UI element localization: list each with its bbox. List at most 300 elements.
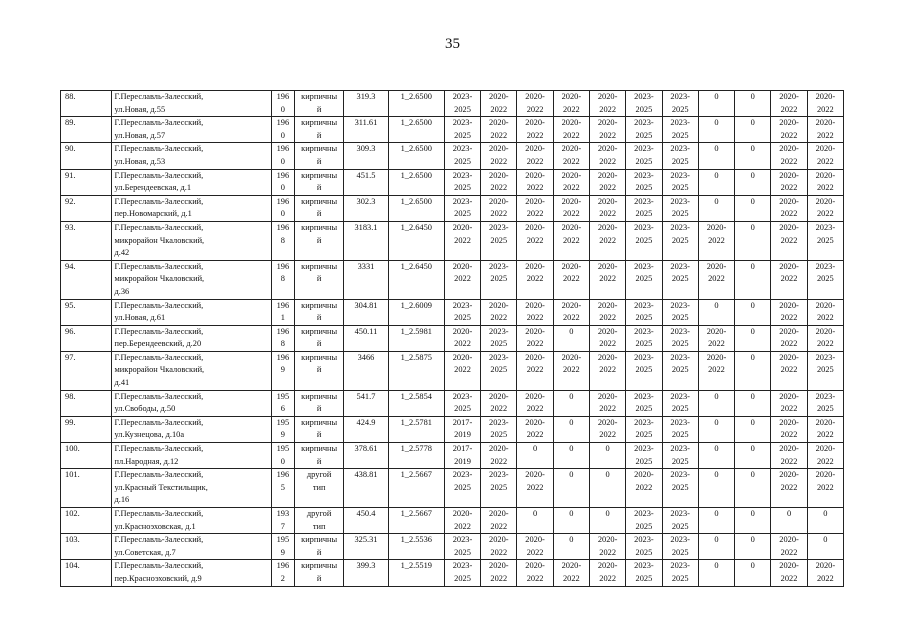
- work-period-cell: 0: [553, 469, 589, 508]
- work-period-cell: 0: [807, 534, 843, 560]
- work-period-cell: 0: [553, 534, 589, 560]
- work-period-cell: 2023- 2025: [662, 117, 698, 143]
- table-row: [61, 195, 844, 221]
- work-period-cell: 2023- 2025: [481, 221, 517, 260]
- address-cell: Г.Переславль-Залесский, микрорайон Чкаловский, д.42: [112, 221, 271, 260]
- work-period-cell: 2023- 2025: [807, 390, 843, 416]
- work-period-cell: 2020- 2022: [481, 91, 517, 117]
- code-cell: 1_2.6500: [388, 91, 444, 117]
- year-cell: 196 0: [271, 143, 294, 169]
- table-row: [61, 325, 844, 351]
- work-period-cell: 2020- 2022: [771, 260, 807, 299]
- work-period-cell: 2020- 2022: [553, 195, 589, 221]
- year-cell: 196 5: [271, 469, 294, 508]
- work-period-cell: 0: [698, 443, 734, 469]
- address-cell: Г.Переславль-Залесский, ул.Красноэховская, д.1: [112, 508, 271, 534]
- row-number-cell: 88.: [61, 91, 112, 117]
- work-period-cell: 2023- 2025: [626, 508, 662, 534]
- work-period-cell: 0: [735, 351, 771, 390]
- code-cell: 1_2.6500: [388, 143, 444, 169]
- work-period-cell: 0: [735, 117, 771, 143]
- address-cell: Г.Переславль-Залесский, ул.Новая, д.57: [112, 117, 271, 143]
- work-period-cell: 2020- 2022: [517, 299, 553, 325]
- work-period-cell: 2023- 2025: [662, 325, 698, 351]
- work-period-cell: 0: [735, 195, 771, 221]
- material-cell: кирпичны й: [295, 91, 344, 117]
- work-period-cell: 2023- 2025: [662, 469, 698, 508]
- work-period-cell: 0: [735, 469, 771, 508]
- table-row: [61, 299, 844, 325]
- work-period-cell: 0: [735, 91, 771, 117]
- area-cell: 325.31: [344, 534, 388, 560]
- work-period-cell: 2023- 2025: [662, 390, 698, 416]
- address-cell: Г.Переславль-Залесский, ул.Кузнецова, д.10а: [112, 416, 271, 442]
- address-cell: Г.Переславль-Залесский, пл.Народная, д.12: [112, 443, 271, 469]
- row-number-cell: 98.: [61, 390, 112, 416]
- work-period-cell: 2017- 2019: [444, 416, 480, 442]
- work-period-cell: 2020- 2022: [807, 416, 843, 442]
- row-number-cell: 93.: [61, 221, 112, 260]
- work-period-cell: 2020- 2022: [589, 117, 625, 143]
- work-period-cell: 2023- 2025: [626, 117, 662, 143]
- work-period-cell: 2023- 2025: [662, 534, 698, 560]
- work-period-cell: 0: [735, 169, 771, 195]
- year-cell: 196 8: [271, 221, 294, 260]
- year-cell: 196 2: [271, 560, 294, 586]
- code-cell: 1_2.6450: [388, 221, 444, 260]
- material-cell: кирпичны й: [295, 560, 344, 586]
- work-period-cell: 2020- 2022: [771, 390, 807, 416]
- material-cell: кирпичны й: [295, 325, 344, 351]
- work-period-cell: 2020- 2022: [517, 117, 553, 143]
- work-period-cell: 2020- 2022: [589, 416, 625, 442]
- work-period-cell: 2023- 2025: [481, 351, 517, 390]
- area-cell: 541.7: [344, 390, 388, 416]
- material-cell: кирпичны й: [295, 299, 344, 325]
- work-period-cell: 2020- 2022: [807, 143, 843, 169]
- address-cell: Г.Переславль-Залесский, пер.Берендеевский, д.20: [112, 325, 271, 351]
- table-row: [61, 469, 844, 508]
- area-cell: 3466: [344, 351, 388, 390]
- work-period-cell: 2023- 2025: [807, 221, 843, 260]
- material-cell: кирпичны й: [295, 117, 344, 143]
- work-period-cell: 2020- 2022: [481, 143, 517, 169]
- year-cell: 195 6: [271, 390, 294, 416]
- work-period-cell: 2023- 2025: [444, 143, 480, 169]
- work-period-cell: 2023- 2025: [662, 299, 698, 325]
- row-number-cell: 89.: [61, 117, 112, 143]
- code-cell: 1_2.5981: [388, 325, 444, 351]
- work-period-cell: 2020- 2022: [589, 221, 625, 260]
- row-number-cell: 99.: [61, 416, 112, 442]
- work-period-cell: 0: [517, 443, 553, 469]
- work-period-cell: 2020- 2022: [807, 469, 843, 508]
- work-period-cell: 0: [553, 416, 589, 442]
- work-period-cell: 2020- 2022: [807, 443, 843, 469]
- work-period-cell: 2020- 2022: [517, 260, 553, 299]
- work-period-cell: 0: [735, 325, 771, 351]
- work-period-cell: 2020- 2022: [481, 117, 517, 143]
- work-period-cell: 2020- 2022: [807, 117, 843, 143]
- work-period-cell: 2020- 2022: [771, 351, 807, 390]
- work-period-cell: 2023- 2025: [626, 390, 662, 416]
- row-number-cell: 94.: [61, 260, 112, 299]
- work-period-cell: 2020- 2022: [481, 390, 517, 416]
- work-period-cell: 2020- 2022: [517, 143, 553, 169]
- row-number-cell: 104.: [61, 560, 112, 586]
- code-cell: 1_2.6500: [388, 169, 444, 195]
- work-period-cell: 2020- 2022: [771, 560, 807, 586]
- work-period-cell: 2020- 2022: [553, 351, 589, 390]
- table-row: [61, 560, 844, 586]
- material-cell: кирпичны й: [295, 351, 344, 390]
- row-number-cell: 96.: [61, 325, 112, 351]
- work-period-cell: 2020- 2022: [626, 469, 662, 508]
- work-period-cell: 2020- 2022: [517, 534, 553, 560]
- work-period-cell: 2020- 2022: [444, 260, 480, 299]
- year-cell: 195 9: [271, 534, 294, 560]
- year-cell: 196 0: [271, 117, 294, 143]
- table-row: [61, 221, 844, 260]
- work-period-cell: 2023- 2025: [626, 325, 662, 351]
- table-row: [61, 143, 844, 169]
- address-cell: Г.Переславль-Залесский, микрорайон Чкаловский, д.36: [112, 260, 271, 299]
- work-period-cell: 2023- 2025: [807, 260, 843, 299]
- work-period-cell: 0: [698, 143, 734, 169]
- area-cell: 3331: [344, 260, 388, 299]
- work-period-cell: 2020- 2022: [553, 560, 589, 586]
- work-period-cell: 2020- 2022: [444, 221, 480, 260]
- work-period-cell: 2023- 2025: [626, 169, 662, 195]
- work-period-cell: 2020- 2022: [807, 299, 843, 325]
- work-period-cell: 2020- 2022: [444, 508, 480, 534]
- address-cell: Г.Переславль-Залесский, пер.Красноэховский, д.9: [112, 560, 271, 586]
- work-period-cell: 2023- 2025: [807, 351, 843, 390]
- work-period-cell: 2023- 2025: [444, 299, 480, 325]
- material-cell: кирпичны й: [295, 221, 344, 260]
- code-cell: 1_2.6500: [388, 195, 444, 221]
- work-period-cell: 0: [698, 534, 734, 560]
- work-period-cell: 2020- 2022: [771, 221, 807, 260]
- material-cell: кирпичны й: [295, 195, 344, 221]
- table-row: [61, 91, 844, 117]
- work-period-cell: 0: [698, 416, 734, 442]
- work-period-cell: 2023- 2025: [444, 91, 480, 117]
- work-period-cell: 2020- 2022: [807, 560, 843, 586]
- code-cell: 1_2.5781: [388, 416, 444, 442]
- material-cell: кирпичны й: [295, 416, 344, 442]
- work-period-cell: 2020- 2022: [517, 351, 553, 390]
- work-period-cell: 2020- 2022: [481, 195, 517, 221]
- table-row: [61, 169, 844, 195]
- code-cell: 1_2.5778: [388, 443, 444, 469]
- work-period-cell: 2020- 2022: [481, 299, 517, 325]
- work-period-cell: 2020- 2022: [517, 91, 553, 117]
- year-cell: 196 0: [271, 91, 294, 117]
- work-period-cell: 0: [698, 195, 734, 221]
- material-cell: кирпичны й: [295, 443, 344, 469]
- row-number-cell: 101.: [61, 469, 112, 508]
- area-cell: 304.81: [344, 299, 388, 325]
- work-period-cell: 0: [698, 299, 734, 325]
- work-period-cell: 2020- 2022: [698, 260, 734, 299]
- work-period-cell: 2023- 2025: [481, 325, 517, 351]
- material-cell: кирпичны й: [295, 534, 344, 560]
- work-period-cell: 2020- 2022: [517, 325, 553, 351]
- work-period-cell: 2020- 2022: [698, 325, 734, 351]
- year-cell: 196 9: [271, 351, 294, 390]
- address-cell: Г.Переславль-Залесский, ул.Советская, д.7: [112, 534, 271, 560]
- work-period-cell: 2020- 2022: [553, 221, 589, 260]
- work-period-cell: 0: [589, 443, 625, 469]
- work-period-cell: 2023- 2025: [662, 416, 698, 442]
- work-period-cell: 2020- 2022: [589, 390, 625, 416]
- code-cell: 1_2.6009: [388, 299, 444, 325]
- work-period-cell: 0: [771, 508, 807, 534]
- housing-repair-table: [60, 90, 844, 587]
- work-period-cell: 2020- 2022: [481, 443, 517, 469]
- area-cell: 424.9: [344, 416, 388, 442]
- work-period-cell: 2023- 2025: [662, 560, 698, 586]
- year-cell: 196 8: [271, 260, 294, 299]
- area-cell: 399.3: [344, 560, 388, 586]
- work-period-cell: 2023- 2025: [626, 91, 662, 117]
- work-period-cell: 2023- 2025: [662, 508, 698, 534]
- address-cell: Г.Переславль-Залесский, ул.Новая, д.53: [112, 143, 271, 169]
- work-period-cell: 2020- 2022: [553, 260, 589, 299]
- work-period-cell: 2023- 2025: [626, 299, 662, 325]
- material-cell: кирпичны й: [295, 169, 344, 195]
- work-period-cell: 0: [698, 560, 734, 586]
- work-period-cell: 2023- 2025: [626, 534, 662, 560]
- work-period-cell: 0: [698, 469, 734, 508]
- work-period-cell: 0: [698, 390, 734, 416]
- work-period-cell: 0: [553, 508, 589, 534]
- area-cell: 451.5: [344, 169, 388, 195]
- area-cell: 319.3: [344, 91, 388, 117]
- area-cell: 302.3: [344, 195, 388, 221]
- work-period-cell: 2020- 2022: [517, 390, 553, 416]
- table-row: [61, 443, 844, 469]
- table-row: [61, 117, 844, 143]
- area-cell: 311.61: [344, 117, 388, 143]
- year-cell: 193 7: [271, 508, 294, 534]
- work-period-cell: 2023- 2025: [626, 221, 662, 260]
- work-period-cell: 0: [589, 508, 625, 534]
- work-period-cell: 2023- 2025: [662, 143, 698, 169]
- page-number: 35: [445, 36, 460, 52]
- work-period-cell: 0: [807, 508, 843, 534]
- work-period-cell: 2020- 2022: [589, 169, 625, 195]
- work-period-cell: 2020- 2022: [553, 169, 589, 195]
- work-period-cell: 0: [698, 117, 734, 143]
- code-cell: 1_2.5519: [388, 560, 444, 586]
- work-period-cell: 2020- 2022: [517, 195, 553, 221]
- work-period-cell: 0: [735, 508, 771, 534]
- area-cell: 309.3: [344, 143, 388, 169]
- work-period-cell: 2020- 2022: [807, 325, 843, 351]
- work-period-cell: 0: [553, 390, 589, 416]
- code-cell: 1_2.5667: [388, 508, 444, 534]
- work-period-cell: 2020- 2022: [807, 169, 843, 195]
- work-period-cell: 2023- 2025: [662, 195, 698, 221]
- work-period-cell: 2020- 2022: [553, 299, 589, 325]
- work-period-cell: 2020- 2022: [517, 221, 553, 260]
- work-period-cell: 2023- 2025: [626, 143, 662, 169]
- work-period-cell: 2023- 2025: [662, 221, 698, 260]
- work-period-cell: 2023- 2025: [662, 169, 698, 195]
- work-period-cell: 2020- 2022: [698, 351, 734, 390]
- work-period-cell: 2023- 2025: [481, 416, 517, 442]
- work-period-cell: 2020- 2022: [481, 560, 517, 586]
- work-period-cell: 0: [735, 221, 771, 260]
- address-cell: Г.Переславль-Залесский, ул.Новая, д.61: [112, 299, 271, 325]
- work-period-cell: 2020- 2022: [517, 169, 553, 195]
- work-period-cell: 2020- 2022: [771, 91, 807, 117]
- year-cell: 195 9: [271, 416, 294, 442]
- work-period-cell: 0: [553, 443, 589, 469]
- address-cell: Г.Переславль-Залесский, ул.Красный Текстильщик, д.16: [112, 469, 271, 508]
- row-number-cell: 100.: [61, 443, 112, 469]
- row-number-cell: 95.: [61, 299, 112, 325]
- work-period-cell: 2023- 2025: [444, 534, 480, 560]
- work-period-cell: 2020- 2022: [589, 143, 625, 169]
- work-period-cell: 0: [735, 443, 771, 469]
- work-period-cell: 2023- 2025: [481, 260, 517, 299]
- material-cell: кирпичны й: [295, 260, 344, 299]
- row-number-cell: 102.: [61, 508, 112, 534]
- area-cell: 3183.1: [344, 221, 388, 260]
- work-period-cell: 0: [735, 416, 771, 442]
- work-period-cell: 2023- 2025: [481, 469, 517, 508]
- work-period-cell: 0: [553, 325, 589, 351]
- area-cell: 438.81: [344, 469, 388, 508]
- area-cell: 450.11: [344, 325, 388, 351]
- work-period-cell: 2020- 2022: [589, 195, 625, 221]
- work-period-cell: 2020- 2022: [771, 299, 807, 325]
- year-cell: 196 0: [271, 169, 294, 195]
- code-cell: 1_2.6500: [388, 117, 444, 143]
- code-cell: 1_2.5875: [388, 351, 444, 390]
- work-period-cell: 0: [589, 469, 625, 508]
- row-number-cell: 90.: [61, 143, 112, 169]
- work-period-cell: 0: [735, 560, 771, 586]
- work-period-cell: 0: [735, 390, 771, 416]
- code-cell: 1_2.5667: [388, 469, 444, 508]
- work-period-cell: 2020- 2022: [589, 325, 625, 351]
- work-period-cell: 2020- 2022: [589, 560, 625, 586]
- work-period-cell: 2020- 2022: [589, 534, 625, 560]
- work-period-cell: 2020- 2022: [771, 325, 807, 351]
- work-period-cell: 2020- 2022: [698, 221, 734, 260]
- code-cell: 1_2.6450: [388, 260, 444, 299]
- work-period-cell: 2020- 2022: [771, 469, 807, 508]
- work-period-cell: 2023- 2025: [444, 169, 480, 195]
- work-period-cell: 2023- 2025: [444, 195, 480, 221]
- table-row: [61, 508, 844, 534]
- work-period-cell: 2020- 2022: [771, 117, 807, 143]
- table-body: [61, 91, 844, 587]
- work-period-cell: 0: [698, 91, 734, 117]
- work-period-cell: 2020- 2022: [771, 416, 807, 442]
- work-period-cell: 2020- 2022: [517, 560, 553, 586]
- address-cell: Г.Переславль-Залесский, ул.Новая, д.55: [112, 91, 271, 117]
- year-cell: 196 1: [271, 299, 294, 325]
- work-period-cell: 2020- 2022: [481, 534, 517, 560]
- work-period-cell: 2020- 2022: [589, 299, 625, 325]
- work-period-cell: 2020- 2022: [771, 143, 807, 169]
- work-period-cell: 2020- 2022: [771, 534, 807, 560]
- row-number-cell: 103.: [61, 534, 112, 560]
- address-cell: Г.Переславль-Залесский, ул.Берендеевская, д.1: [112, 169, 271, 195]
- work-period-cell: 2020- 2022: [589, 351, 625, 390]
- year-cell: 196 8: [271, 325, 294, 351]
- work-period-cell: 2023- 2025: [662, 443, 698, 469]
- table-row: [61, 390, 844, 416]
- work-period-cell: 2020- 2022: [481, 508, 517, 534]
- work-period-cell: 2023- 2025: [626, 560, 662, 586]
- work-period-cell: 2020- 2022: [444, 351, 480, 390]
- material-cell: другой тип: [295, 508, 344, 534]
- work-period-cell: 2023- 2025: [444, 390, 480, 416]
- work-period-cell: 2023- 2025: [444, 469, 480, 508]
- work-period-cell: 2020- 2022: [771, 169, 807, 195]
- work-period-cell: 2023- 2025: [626, 260, 662, 299]
- work-period-cell: 2023- 2025: [662, 351, 698, 390]
- work-period-cell: 2020- 2022: [444, 325, 480, 351]
- row-number-cell: 97.: [61, 351, 112, 390]
- work-period-cell: 2023- 2025: [626, 416, 662, 442]
- work-period-cell: 2020- 2022: [517, 416, 553, 442]
- work-period-cell: 0: [517, 508, 553, 534]
- work-period-cell: 2020- 2022: [517, 469, 553, 508]
- work-period-cell: 2023- 2025: [626, 443, 662, 469]
- table-row: [61, 534, 844, 560]
- work-period-cell: 0: [735, 534, 771, 560]
- table-row: [61, 260, 844, 299]
- work-period-cell: 2020- 2022: [771, 443, 807, 469]
- work-period-cell: 2020- 2022: [807, 195, 843, 221]
- address-cell: Г.Переславль-Залесский, пер.Новомарский, д.1: [112, 195, 271, 221]
- code-cell: 1_2.5536: [388, 534, 444, 560]
- material-cell: другой тип: [295, 469, 344, 508]
- table-row: [61, 351, 844, 390]
- table-row: [61, 416, 844, 442]
- work-period-cell: 0: [735, 299, 771, 325]
- work-period-cell: 0: [698, 169, 734, 195]
- work-period-cell: 2020- 2022: [807, 91, 843, 117]
- work-period-cell: 0: [698, 508, 734, 534]
- row-number-cell: 92.: [61, 195, 112, 221]
- work-period-cell: 2020- 2022: [481, 169, 517, 195]
- work-period-cell: 2023- 2025: [626, 351, 662, 390]
- year-cell: 195 0: [271, 443, 294, 469]
- work-period-cell: 2023- 2025: [626, 195, 662, 221]
- work-period-cell: 2020- 2022: [771, 195, 807, 221]
- year-cell: 196 0: [271, 195, 294, 221]
- work-period-cell: 2023- 2025: [662, 260, 698, 299]
- row-number-cell: 91.: [61, 169, 112, 195]
- address-cell: Г.Переславль-Залесский, микрорайон Чкаловский, д.41: [112, 351, 271, 390]
- area-cell: 378.61: [344, 443, 388, 469]
- material-cell: кирпичны й: [295, 143, 344, 169]
- work-period-cell: 2020- 2022: [589, 91, 625, 117]
- work-period-cell: 0: [735, 260, 771, 299]
- area-cell: 450.4: [344, 508, 388, 534]
- work-period-cell: 2020- 2022: [553, 143, 589, 169]
- work-period-cell: 2023- 2025: [444, 560, 480, 586]
- work-period-cell: 2023- 2025: [444, 117, 480, 143]
